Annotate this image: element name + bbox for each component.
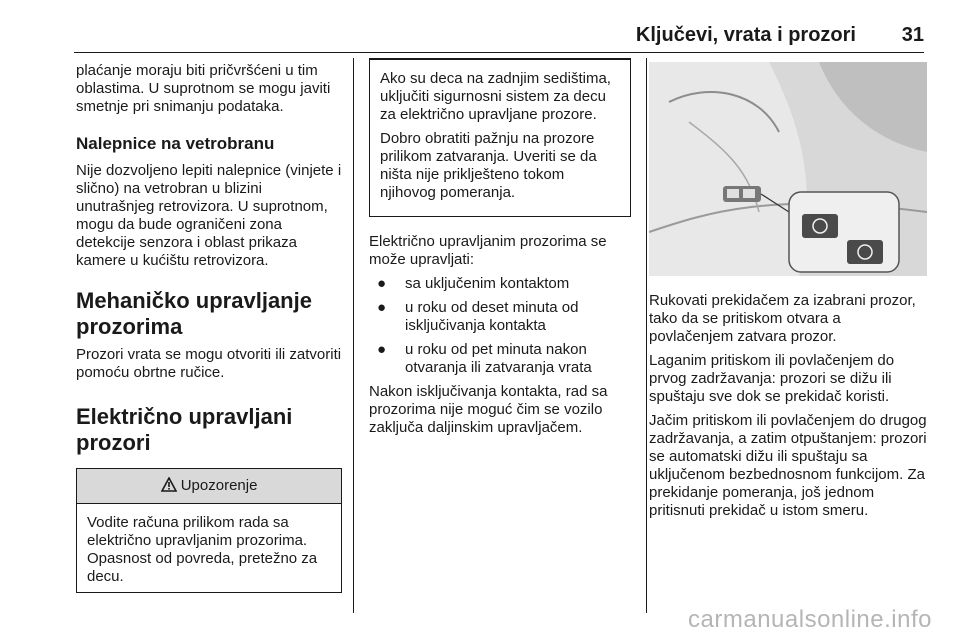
header-rule xyxy=(74,52,924,53)
column-separator-2 xyxy=(646,58,647,613)
window-switch-illustration xyxy=(649,62,927,276)
header-title: Ključevi, vrata i prozori xyxy=(635,24,856,46)
warning-triangle-icon xyxy=(161,477,181,494)
warning-header xyxy=(77,468,341,504)
warning-text: Vodite računa prilikom rada sa električno upravljanim prozorima. Opasnost od povreda, pretežno za decu. xyxy=(87,514,318,585)
second-detent-paragraph: Jačim pritiskom ili povlačenjem do drugog zadržavanja, a zatim otpuštanjem: prozori se automatski dižu ili spuštaju sa uključenom bezbednosnom funkcijom. Za prekidanje pomeranja, još jednom pritisnuti prekidač u istom smeru. xyxy=(649,412,927,519)
windshield-heading: Nalepnice na vetrobranu xyxy=(76,134,275,153)
list-item: ● sa uključenim kontaktom xyxy=(377,275,570,292)
warning-box xyxy=(76,468,342,593)
column-3 xyxy=(649,62,927,526)
switch-operation-paragraph: Rukovati prekidačem za izabrani prozor, tako da se pritiskom otvara a povlačenjem zatvara prozor. xyxy=(649,292,916,345)
windshield-paragraph: Nije dozvoljeno lepiti nalepnice (vinjete i slično) na vetrobran u blizini unutrašnjeg retrovizora. U suprotnom, mogu da bude ograničeni zona detekcije senzora i oblast prikaza kamere u kućištu retrovizora. xyxy=(76,162,342,269)
bullet-icon: ● xyxy=(377,341,387,358)
manual-windows-heading: Mehaničko upravljanje prozorima xyxy=(76,288,312,339)
manual-windows-paragraph: Prozori vrata se mogu otvoriti ili zatvoriti pomoću obrtne ručice. xyxy=(76,346,342,381)
child-safety-note: Ako su deca na zadnjim sedištima, uključiti sigurnosni sistem za decu za električno upravljane prozore. xyxy=(380,70,611,123)
column-2 xyxy=(369,62,631,443)
first-detent-paragraph: Laganim pritiskom ili povlačenjem do prvog zadržavanja: prozori se dižu ili spuštaju sve dok se prekidač koristi. xyxy=(649,352,895,405)
bullet-icon: ● xyxy=(377,299,387,316)
operation-conditions-list xyxy=(369,275,631,377)
list-item: ● u roku od deset minuta od isključivanja kontakta xyxy=(377,299,579,334)
electric-windows-heading: Električno upravljani prozori xyxy=(76,404,293,455)
column-separator-1 xyxy=(353,58,354,613)
page-header xyxy=(0,0,960,56)
warning-title: Upozorenje xyxy=(180,477,258,494)
page-number: 31 xyxy=(901,24,924,46)
watermark: carmanualsonline.info xyxy=(688,606,932,633)
bullet-icon: ● xyxy=(377,275,387,292)
closing-care-note: Dobro obratiti pažnju na prozore prilikom zatvaranja. Uveriti se da ništa nije priklješteno tokom njihovog pomeranja. xyxy=(380,130,597,201)
operation-intro: Električno upravljanim prozorima se može upravljati: xyxy=(369,233,607,268)
intro-paragraph: plaćanje moraju biti pričvršćeni u tim oblastima. U suprotnom se mogu javiti smetnje pri snimanju podataka. xyxy=(76,62,331,115)
after-ignition-paragraph: Nakon isključivanja kontakta, rad sa prozorima nije moguć čim se vozilo zaključa daljinskim upravljačem. xyxy=(369,383,608,436)
warning-continuation-box xyxy=(369,58,631,217)
list-item: ● u roku od pet minuta nakon otvaranja ili zatvaranja vrata xyxy=(377,341,592,376)
column-1 xyxy=(76,62,342,593)
